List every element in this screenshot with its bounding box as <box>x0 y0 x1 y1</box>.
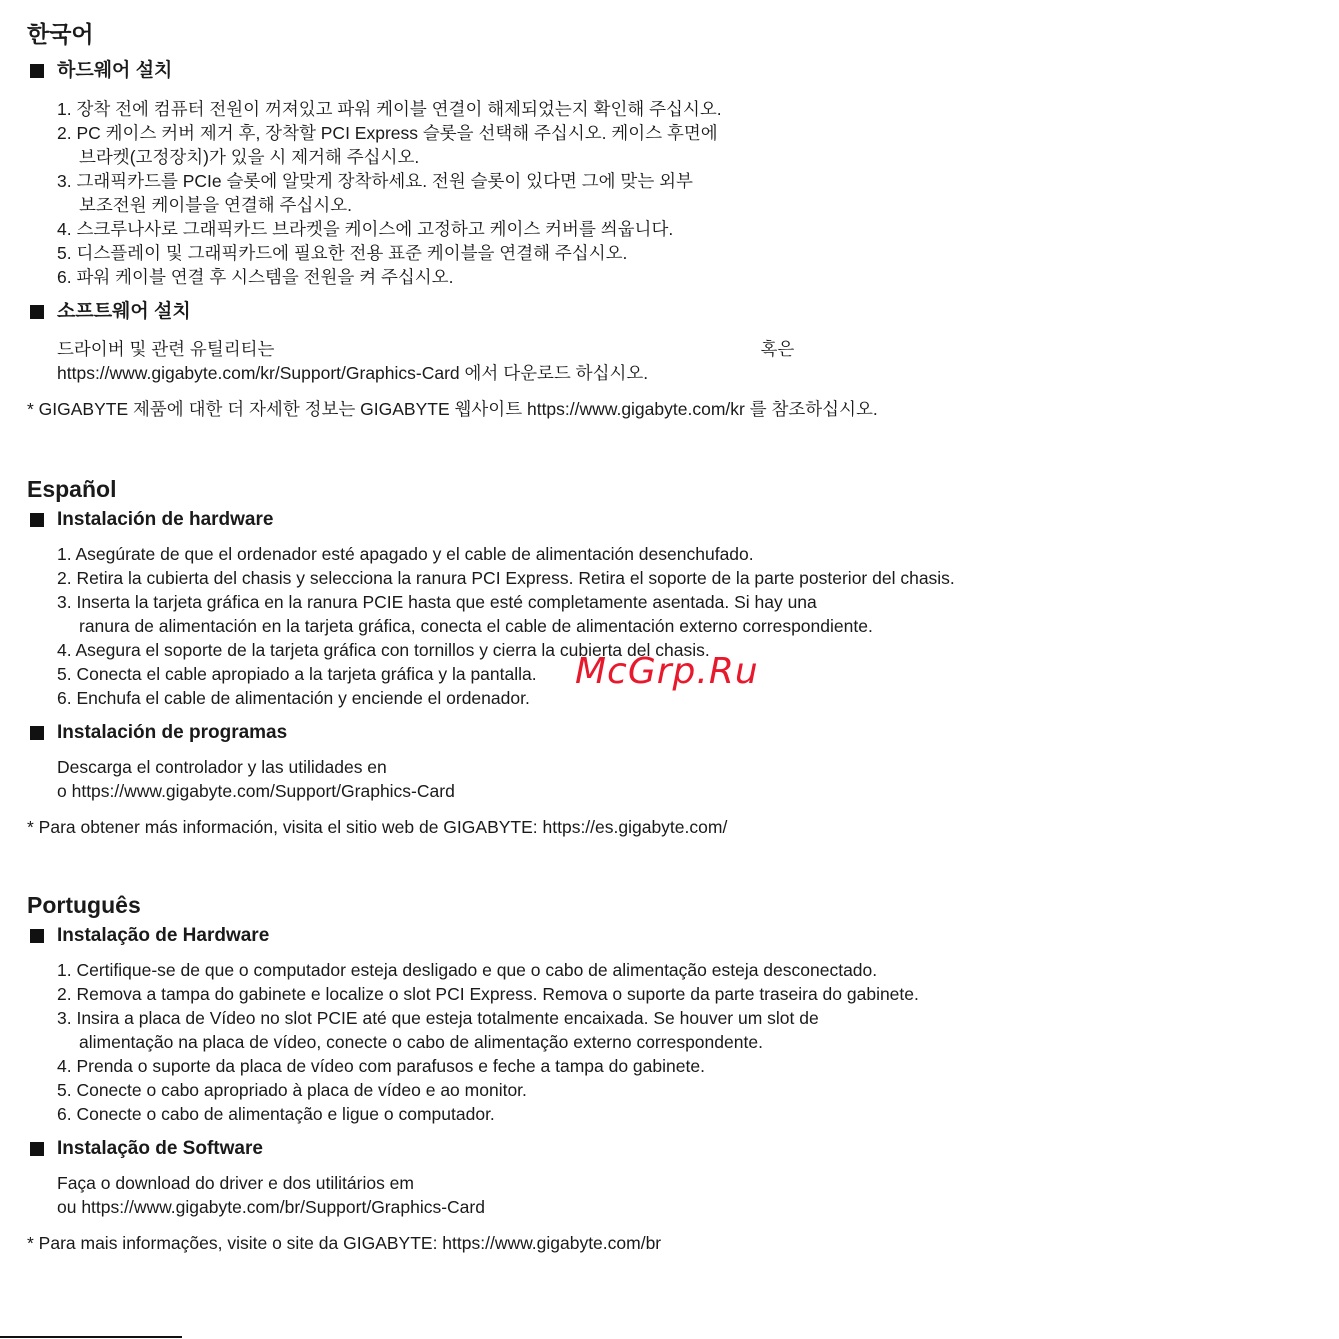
spanish-software-heading-text: Instalación de programas <box>57 722 288 743</box>
list-item: 2. PC 케이스 커버 제거 후, 장착할 PCI Express 슬롯을 선택해 주십시오. 케이스 후면에 <box>57 123 718 143</box>
spanish-note: * Para obtener más información, visita el sitio web de GIGABYTE: https://es.gigabyte.com/ <box>27 817 728 837</box>
list-item: 1. Certifique-se de que o computador esteja desligado e que o cabo de alimentação esteja desconectado. <box>57 960 878 980</box>
watermark-logo: McGrp.Ru <box>575 651 759 692</box>
portuguese-note: * Para mais informações, visite o site da GIGABYTE: https://www.gigabyte.com/br <box>27 1233 662 1253</box>
list-item-continuation: 브라켓(고정장치)가 있을 시 제거해 주십시오. <box>79 147 420 167</box>
list-item: 3. Insira a placa de Vídeo no slot PCIE até que esteja totalmente encaixada. Se houver um slot de <box>57 1008 819 1028</box>
portuguese-section <box>27 887 1317 1255</box>
footer-rule <box>0 1336 182 1338</box>
portuguese-hardware-heading-text: Instalação de Hardware <box>57 925 270 946</box>
list-item: 2. Remova a tampa do gabinete e localize o slot PCI Express. Remova o suporte da parte traseira do gabinete. <box>57 984 919 1004</box>
square-bullet-icon <box>30 726 44 740</box>
square-bullet-icon <box>30 929 44 943</box>
spanish-title: Español <box>27 476 117 502</box>
korean-section <box>27 16 1317 421</box>
portuguese-software-text <box>27 1171 1317 1219</box>
korean-software-line1 <box>57 337 1317 361</box>
korean-note: * GIGABYTE 제품에 대한 더 자세한 정보는 GIGABYTE 웹사이트 https://www.gigabyte.com/kr 를 참조하십시오. <box>27 399 878 419</box>
spanish-software-text <box>27 755 1317 803</box>
square-bullet-icon <box>30 1142 44 1156</box>
list-item: 3. 그래픽카드를 PCIe 슬롯에 알맞게 장착하세요. 전원 슬롯이 있다면 그에 맞는 외부 <box>57 171 693 191</box>
square-bullet-icon <box>30 305 44 319</box>
list-item: 4. Prenda o suporte da placa de vídeo com parafusos e feche a tampa do gabinete. <box>57 1056 705 1076</box>
portuguese-hardware-steps <box>27 958 1317 1126</box>
square-bullet-icon <box>30 64 44 78</box>
square-bullet-icon <box>30 513 44 527</box>
korean-software-heading-text: 소프트웨어 설치 <box>57 301 191 322</box>
korean-title: 한국어 <box>27 21 94 47</box>
list-item: 6. Conecte o cabo de alimentação e ligue o computador. <box>57 1104 495 1124</box>
list-item: 1. Asegúrate de que el ordenador esté apagado y el cable de alimentación desenchufado. <box>57 544 754 564</box>
spanish-software-heading <box>27 720 1317 746</box>
list-item: 5. 디스플레이 및 그래픽카드에 필요한 전용 표준 케이블을 연결해 주십시오. <box>57 243 628 263</box>
spanish-software-line2: o https://www.gigabyte.com/Support/Graphics-Card <box>57 781 455 801</box>
list-item: 5. Conecte o cabo apropriado à placa de vídeo e ao monitor. <box>57 1080 527 1100</box>
spanish-software-line1: Descarga el controlador y las utilidades en <box>57 757 387 777</box>
list-item: 3. Inserta la tarjeta gráfica en la ranura PCIE hasta que esté completamente asentada. Si hay una <box>57 592 817 612</box>
list-item-continuation: 보조전원 케이블을 연결해 주십시오. <box>79 195 353 215</box>
portuguese-software-line2: ou https://www.gigabyte.com/br/Support/Graphics-Card <box>57 1197 485 1217</box>
list-item: 4. Asegura el soporte de la tarjeta gráfica con tornillos y cierra la cubierta del chasis. <box>57 640 710 660</box>
list-item: 2. Retira la cubierta del chasis y selecciona la ranura PCI Express. Retira el soporte de la parte posterior del chasis. <box>57 568 955 588</box>
list-item: 1. 장착 전에 컴퓨터 전원이 꺼져있고 파워 케이블 연결이 해제되었는지 확인해 주십시오. <box>57 99 722 119</box>
list-item: 6. 파워 케이블 연결 후 시스템을 전원을 켜 주십시오. <box>57 267 454 287</box>
portuguese-software-line1: Faça o download do driver e dos utilitários em <box>57 1173 414 1193</box>
korean-hardware-heading-text: 하드웨어 설치 <box>57 60 173 81</box>
portuguese-hardware-heading <box>27 923 1317 949</box>
portuguese-software-heading-text: Instalação de Software <box>57 1138 263 1159</box>
portuguese-software-heading <box>27 1136 1317 1162</box>
korean-software-line2: https://www.gigabyte.com/kr/Support/Graphics-Card 에서 다운로드 하십시오. <box>57 363 649 383</box>
list-item-continuation: alimentação na placa de vídeo, conecte o cabo de alimentação externo correspondente. <box>79 1032 763 1052</box>
korean-hardware-heading <box>27 58 1317 84</box>
list-item: 5. Conecta el cable apropiado a la tarjeta gráfica y la pantalla. <box>57 664 537 684</box>
list-item-continuation: ranura de alimentación en la tarjeta gráfica, conecta el cable de alimentación externo correspondiente. <box>79 616 873 636</box>
korean-software-line1-start: 드라이버 및 관련 유틸리티는 <box>57 339 275 359</box>
korean-software-heading <box>27 299 1317 325</box>
spanish-hardware-heading-text: Instalación de hardware <box>57 509 274 530</box>
list-item: 4. 스크루나사로 그래픽카드 브라켓을 케이스에 고정하고 케이스 커버를 씌웁니다. <box>57 219 674 239</box>
spanish-hardware-heading <box>27 507 1317 533</box>
korean-software-line1-end: 혹은 <box>760 339 795 359</box>
korean-hardware-steps <box>27 97 1317 289</box>
korean-software-text <box>27 337 1317 385</box>
manual-page <box>27 16 1317 1255</box>
portuguese-title: Português <box>27 892 141 918</box>
list-item: 6. Enchufa el cable de alimentación y enciende el ordenador. <box>57 688 530 708</box>
